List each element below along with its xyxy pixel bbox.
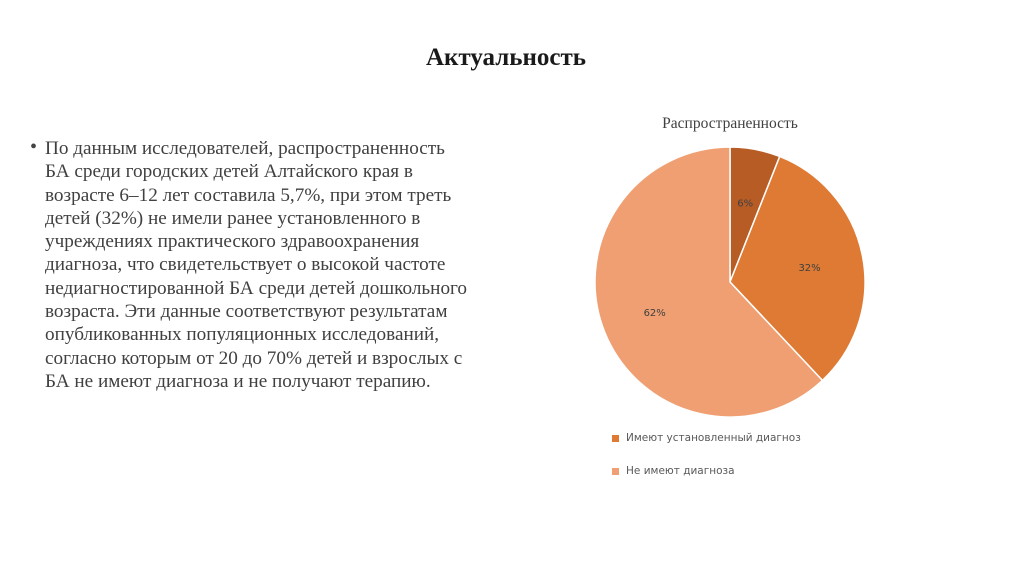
legend-item-undiagnosed [612, 464, 735, 478]
bullet-marker: • [30, 136, 38, 158]
bullet-text: По данным исследователей, распространенность БА среди городских детей Алтайского края в возрасте 6–12 лет составила 5,7%, при этом треть детей (32%) не имели ранее установленного в учреждениях практического здравоохранения диагноза, что свидетельствует о высокой частоте недиагностированной БА среди детей дошкольного возраста. Эти данные соответствуют результатам опубликованных популяционных исследований, согласно которым от 20 до 70% детей и взрослых с БА не имеют диагноза и не получают терапию. [45, 138, 468, 392]
data-label-slice-undiagnosed: 62% [643, 307, 666, 319]
legend-label-undiagnosed: Не имеют диагноза [626, 465, 735, 477]
pie-svg [580, 108, 890, 428]
legend-swatch-diagnosed [612, 435, 619, 442]
legend-item-diagnosed [612, 431, 801, 445]
data-label-slice-diagnosed: 32% [798, 262, 821, 274]
legend-label-diagnosed: Имеют установленный диагноз [626, 432, 801, 444]
chart-title: Распространенность [662, 115, 798, 132]
pie-chart [580, 108, 890, 498]
bullet-list [30, 137, 470, 393]
slide-title: Актуальность [425, 44, 587, 71]
data-label-slice-diagnosed-small: 6% [737, 198, 754, 210]
legend-swatch-undiagnosed [612, 468, 619, 475]
